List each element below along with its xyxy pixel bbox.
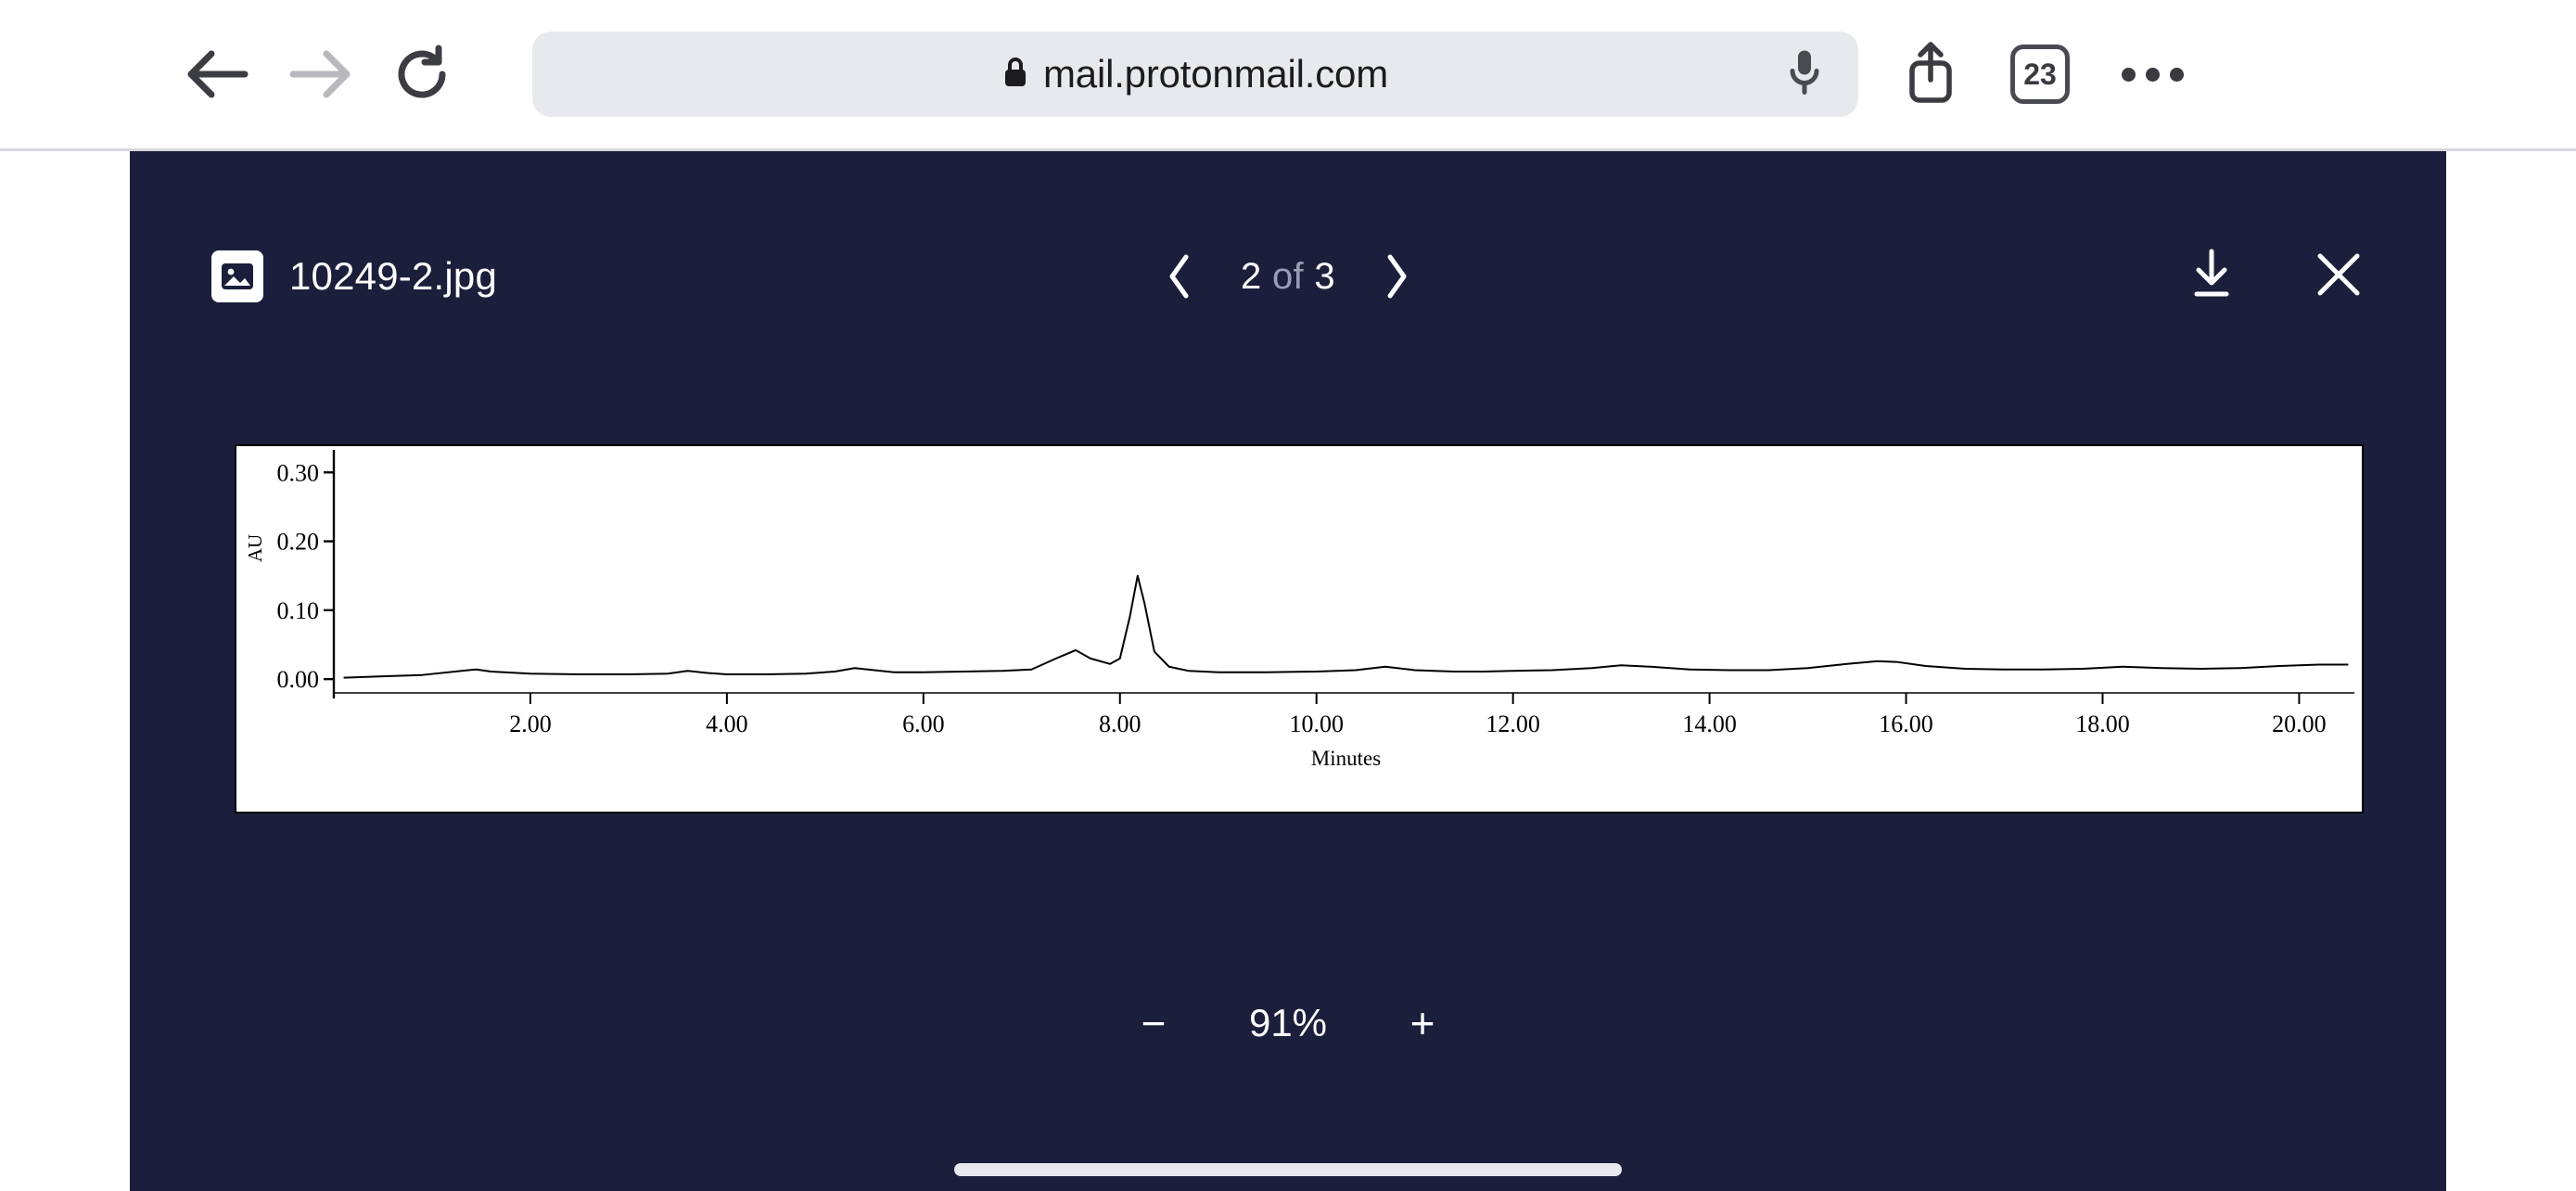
- address-bar[interactable]: [532, 32, 1858, 117]
- image-viewer: [130, 151, 2446, 1191]
- previous-page-button[interactable]: [1155, 252, 1204, 301]
- svg-text:2.00: 2.00: [509, 711, 552, 737]
- svg-text:0.10: 0.10: [276, 596, 319, 624]
- page-body: [0, 151, 2576, 1191]
- viewer-header: [130, 151, 2446, 402]
- viewer-actions: [2185, 246, 2365, 308]
- svg-text:18.00: 18.00: [2075, 711, 2130, 737]
- page-of-label: of: [1272, 255, 1304, 297]
- svg-text:6.00: 6.00: [902, 711, 945, 737]
- page-current: 2: [1241, 255, 1262, 297]
- next-page-button[interactable]: [1372, 252, 1421, 301]
- svg-text:0.30: 0.30: [276, 459, 319, 487]
- browser-toolbar: [0, 0, 2576, 148]
- svg-text:0.00: 0.00: [276, 666, 319, 694]
- zoom-out-button[interactable]: −: [1141, 999, 1167, 1047]
- more-options-icon[interactable]: [2122, 68, 2184, 82]
- zoom-controls: [1132, 1001, 1444, 1045]
- toolbar-actions: [1903, 39, 2184, 110]
- lock-icon: [1002, 56, 1028, 94]
- svg-text:4.00: 4.00: [706, 711, 748, 737]
- chart-plot: [235, 444, 2364, 813]
- page-indicator: [1241, 256, 1335, 298]
- file-name: 10249-2.jpg: [289, 254, 498, 298]
- svg-text:12.00: 12.00: [1486, 711, 1540, 737]
- arrow-left-icon: [184, 46, 252, 102]
- reload-button[interactable]: [371, 23, 473, 125]
- url-text: mail.protonmail.com: [1043, 52, 1388, 96]
- svg-text:16.00: 16.00: [1879, 711, 1933, 737]
- arrow-right-icon: [286, 46, 354, 102]
- svg-text:0.20: 0.20: [276, 528, 319, 556]
- image-file-icon: [211, 250, 263, 302]
- reload-icon: [392, 45, 452, 104]
- microphone-icon[interactable]: [1788, 47, 1821, 102]
- close-button[interactable]: [2313, 249, 2365, 305]
- svg-text:14.00: 14.00: [1682, 711, 1737, 737]
- download-button[interactable]: [2185, 246, 2238, 308]
- svg-text:20.00: 20.00: [2272, 711, 2327, 737]
- share-button[interactable]: [1903, 39, 1958, 110]
- pager: [1155, 252, 1421, 301]
- page-total: 3: [1314, 255, 1335, 297]
- chromatogram-image: [235, 444, 2364, 813]
- svg-text:AU: AU: [244, 533, 266, 563]
- file-info: [211, 250, 497, 302]
- svg-text:10.00: 10.00: [1289, 711, 1344, 737]
- zoom-in-button[interactable]: +: [1409, 999, 1435, 1047]
- svg-text:Minutes: Minutes: [1310, 747, 1382, 770]
- zoom-level: 91%: [1248, 1001, 1328, 1044]
- tab-count-button[interactable]: 23: [2010, 45, 2070, 104]
- svg-text:8.00: 8.00: [1099, 711, 1141, 737]
- home-indicator: [954, 1163, 1622, 1176]
- back-button[interactable]: [167, 23, 269, 125]
- forward-button[interactable]: [269, 23, 371, 125]
